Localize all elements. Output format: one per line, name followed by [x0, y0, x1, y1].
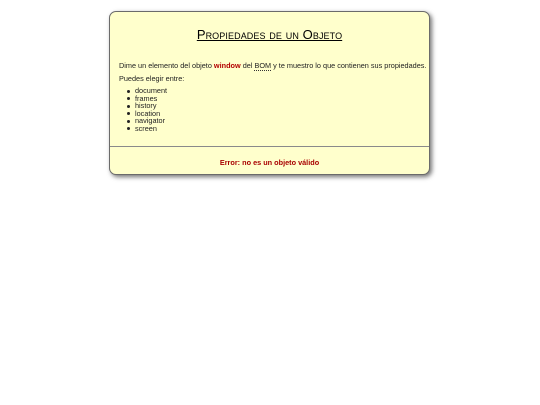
option-frames: frames: [135, 93, 158, 103]
option-screen: screen: [135, 123, 157, 133]
divider: [110, 146, 429, 147]
intro-text-before: Dime un elemento del objeto: [119, 61, 214, 70]
intro-text-middle: del: [240, 61, 255, 70]
bullet-icon: [127, 97, 130, 100]
option-document: document: [135, 86, 168, 95]
intro-text: [119, 61, 426, 70]
object-options-list: [135, 87, 167, 133]
bullet-icon: [127, 120, 130, 123]
option-navigator: navigator: [135, 116, 166, 126]
option-history: history: [135, 101, 157, 111]
list-item: [135, 125, 167, 133]
option-location: location: [135, 108, 161, 118]
object-properties-card: [109, 11, 430, 175]
page-title: Propiedades de un Objeto: [196, 27, 343, 42]
bullet-icon: [127, 127, 130, 130]
bullet-icon: [127, 112, 130, 115]
intro-text-after: y te muestro lo que contienen sus propiedades.: [271, 61, 427, 70]
bom-abbreviation: BOM: [254, 61, 272, 70]
window-keyword: window: [213, 61, 241, 70]
error-message: Error: no es un objeto válido: [219, 158, 320, 167]
bullet-icon: [127, 90, 130, 93]
choose-label: Puedes elegir entre:: [119, 74, 185, 83]
bullet-icon: [127, 105, 130, 108]
